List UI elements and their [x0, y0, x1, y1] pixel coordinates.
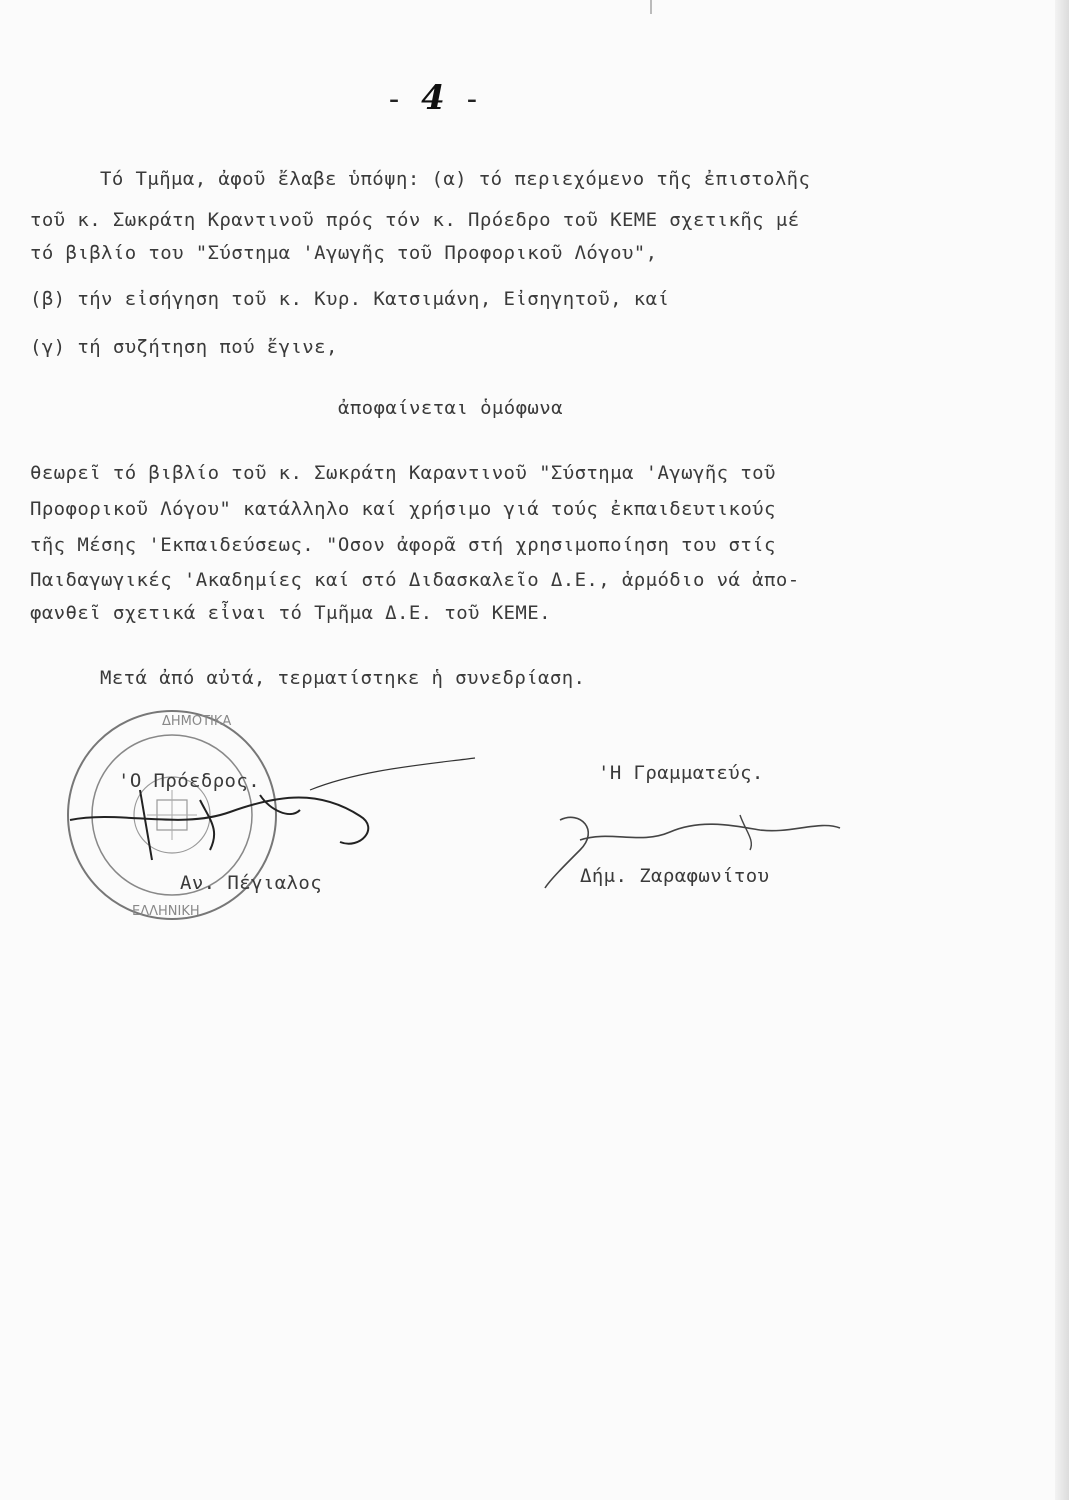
page-edge-shadow [1055, 0, 1069, 1500]
svg-text:ΕΛΛΗΝΙΚΗ: ΕΛΛΗΝΙΚΗ [132, 904, 200, 919]
paragraph2-line-2: Προφορικοῦ Λόγου" κατάλληλο καί χρήσιμο γιά τούς ἐκπαιδευτικούς [30, 498, 776, 520]
paragraph2-line-1: θεωρεῖ τό βιβλίο τοῦ κ. Σωκράτη Καραντινοῦ "Σύστημα 'Αγωγῆς τοῦ [30, 462, 776, 484]
secretary-name: Δήμ. Ζαραφωνίτου [580, 865, 770, 887]
president-signature-icon [60, 750, 490, 880]
closing-line: Μετά ἀπό αὐτά, τερματίστηκε ἡ συνεδρίαση. [100, 667, 586, 689]
paragraph2-line-5: φανθεῖ σχετικά εἶναι τό Τμῆμα Δ.Ε. τοῦ ΚΕΜΕ. [30, 602, 551, 624]
item-c: (γ) τή συζήτηση πού ἔγινε, [30, 336, 338, 358]
page-number-value: 4 [421, 78, 445, 118]
paragraph2-line-4: Παιδαγωγικές 'Ακαδημίες καί στό Διδασκαλεῖο Δ.Ε., ἁρμόδιο νά ἀπο- [30, 569, 800, 591]
decision-heading: ἀποφαίνεται ὁμόφωνα [338, 397, 563, 419]
secretary-title: 'Η Γραμματεύς. [598, 762, 764, 784]
page-number: - 4 - [385, 78, 481, 118]
president-title: 'Ο Πρόεδρος. [118, 770, 261, 792]
paragraph1-line-2: τοῦ κ. Σωκράτη Κραντινοῦ πρός τόν κ. Πρόεδρο τοῦ ΚΕΜΕ σχετικῆς μέ [30, 209, 800, 231]
president-name: Αν. Πέγιαλος [180, 872, 323, 894]
svg-text:ΔΗΜΟΤΙΚΑ: ΔΗΜΟΤΙΚΑ [162, 714, 232, 729]
paragraph2-line-3: τῆς Μέσης 'Εκπαιδεύσεως. "Οσον ἀφορᾶ στή χρησιμοποίηση του στίς [30, 534, 776, 556]
binding-mark [650, 0, 652, 14]
paragraph1-line-1: Τό Τμῆμα, ἀφοῦ ἔλαβε ὑπόψη: (α) τό περιεχόμενο τῆς ἐπιστολῆς [100, 168, 811, 190]
item-b: (β) τήν εἰσήγηση τοῦ κ. Κυρ. Κατσιμάνη, Εἰσηγητοῦ, καί [30, 288, 670, 310]
paragraph1-line-3: τό βιβλίο του "Σύστημα 'Αγωγῆς τοῦ Προφορικοῦ Λόγου", [30, 242, 658, 264]
